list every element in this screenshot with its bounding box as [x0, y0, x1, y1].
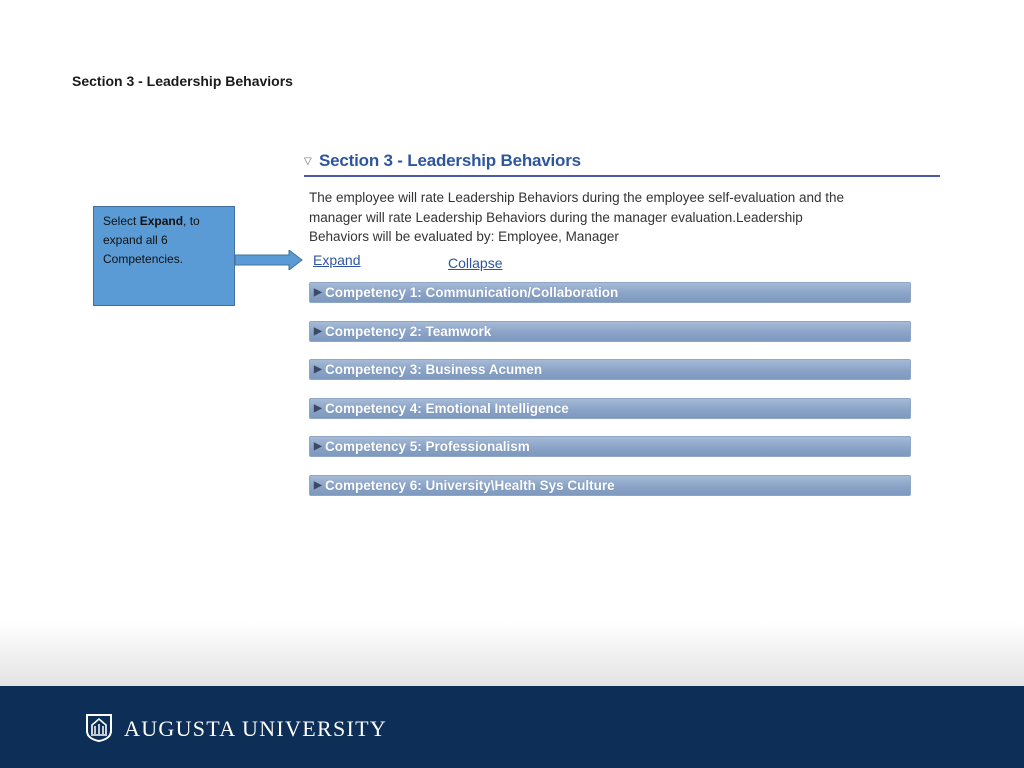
- competency-2-bar[interactable]: [309, 321, 911, 342]
- slide-title: Section 3 - Leadership Behaviors: [72, 73, 293, 89]
- expand-chevron-icon: ▶: [314, 364, 322, 375]
- callout-bold: Expand: [139, 214, 184, 228]
- university-shield-icon: [86, 714, 112, 742]
- expand-chevron-icon: ▶: [314, 325, 322, 337]
- section-description: The employee will rate Leadership Behaviors during the employee self-evaluation and the manager will rate Leadership Behaviors during the manager evaluation.Leadership Behaviors will be evaluated by: Employee, Manager: [309, 190, 845, 244]
- competency-1-bar[interactable]: [309, 282, 911, 303]
- expand-chevron-icon: ▶: [314, 287, 322, 298]
- competency-2-label: Competency 2: Teamwork: [325, 323, 492, 339]
- expand-chevron-icon: ▶: [314, 402, 322, 414]
- competency-3-label: Competency 3: Business Acumen: [325, 362, 543, 377]
- callout-box: [93, 206, 235, 306]
- callout-prefix: Select: [103, 214, 140, 228]
- callout-suffix: , to expand all 6 Competencies.: [103, 214, 200, 266]
- competency-list: [309, 282, 911, 513]
- expand-link[interactable]: Expand: [313, 252, 361, 268]
- competency-4-label: Competency 4: Emotional Intelligence: [325, 400, 569, 416]
- competency-6-bar[interactable]: [309, 475, 911, 496]
- competency-4-bar[interactable]: [309, 398, 911, 419]
- section-header-label: Section 3 - Leadership Behaviors: [319, 151, 581, 170]
- collapse-triangle-icon[interactable]: ▽: [304, 156, 312, 167]
- collapse-link[interactable]: Collapse: [448, 255, 503, 271]
- section-header[interactable]: [304, 151, 940, 177]
- competency-6-label: Competency 6: University\Health Sys Culture: [325, 477, 615, 493]
- competency-5-label: Competency 5: Professionalism: [325, 439, 530, 454]
- university-logo-text: AUGUSTA UNIVERSITY: [124, 716, 388, 741]
- expand-chevron-icon: ▶: [314, 441, 322, 452]
- expand-chevron-icon: ▶: [314, 479, 322, 491]
- competency-5-bar[interactable]: [309, 436, 911, 457]
- footer-fade: [0, 622, 1024, 686]
- competency-1-label: Competency 1: Communication/Collaboration: [325, 285, 619, 300]
- callout-arrow-icon: [235, 250, 303, 270]
- competency-3-bar[interactable]: [309, 359, 911, 380]
